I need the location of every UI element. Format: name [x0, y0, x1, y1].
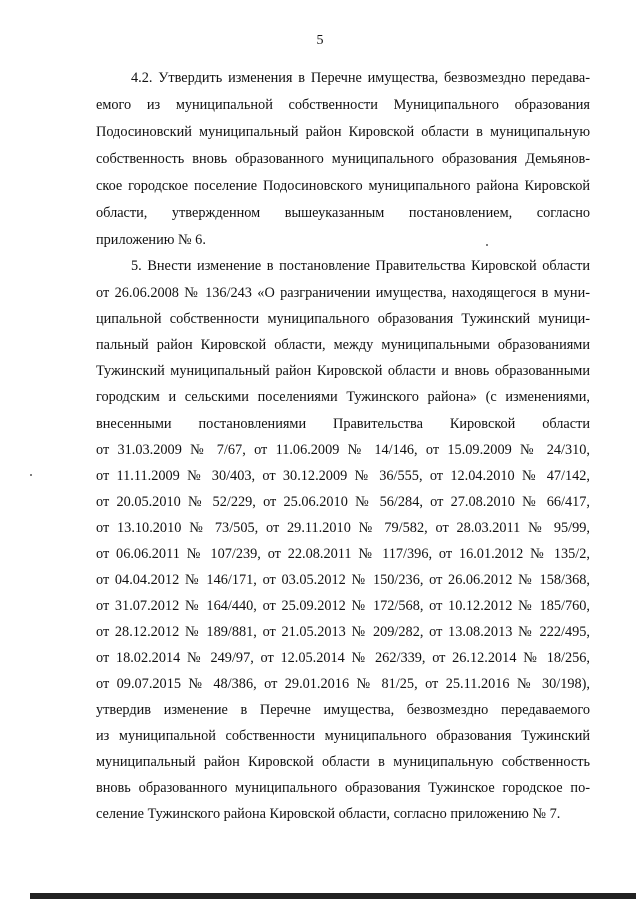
text-line: от 11.11.2009 № 30/403, от 30.12.2009 № 36/555, от 12.04.2010 № 47/142, [96, 468, 590, 484]
text-line: от 28.12.2012 № 189/881, от 21.05.2013 № 209/282, от 13.08.2013 № 222/495, [96, 624, 590, 640]
text-line: от 20.05.2010 № 52/229, от 25.06.2010 № 56/284, от 27.08.2010 № 66/417, [96, 494, 590, 510]
text-line: приложению № 6. [96, 232, 206, 248]
text-line: от 06.06.2011 № 107/239, от 22.08.2011 № 117/396, от 16.01.2012 № 135/2, [96, 546, 590, 562]
text-line: муниципальный район Кировской области в муниципальную собственность [96, 754, 590, 770]
footer-rule [30, 893, 636, 899]
scan-speck [30, 474, 32, 476]
text-line: утвердив изменение в Перечне имущества, безвозмездно передаваемого [96, 702, 590, 718]
text-line: от 13.10.2010 № 73/505, от 29.11.2010 № 79/582, от 28.03.2011 № 95/99, [96, 520, 590, 536]
text-line: вновь образованного муниципального образования Тужинское городское по- [96, 780, 590, 796]
text-line: собственность вновь образованного муниципального образования Демьянов- [96, 151, 590, 167]
text-line: пальный район Кировской области, между муниципальными образованиями [96, 337, 590, 353]
text-line: от 09.07.2015 № 48/386, от 29.01.2016 № 81/25, от 25.11.2016 № 30/198), [96, 676, 590, 692]
text-line: Подосиновский муниципальный район Кировской области в муниципальную [96, 124, 590, 140]
text-line: области, утвержденном вышеуказанным постановлением, согласно [96, 205, 590, 221]
text-line: 4.2. Утвердить изменения в Перечне имущества, безвозмездно передава- [131, 70, 590, 86]
text-line: ское городское поселение Подосиновского муниципального района Кировской [96, 178, 590, 194]
text-line: Тужинский муниципальный район Кировской области и вновь образованными [96, 363, 590, 379]
text-line: 5. Внести изменение в постановление Правительства Кировской области [131, 258, 590, 274]
text-line: селение Тужинского района Кировской области, согласно приложению № 7. [96, 806, 561, 822]
scan-speck [486, 244, 488, 246]
text-line: от 31.07.2012 № 164/440, от 25.09.2012 № 172/568, от 10.12.2012 № 185/760, [96, 598, 590, 614]
text-line: от 26.06.2008 № 136/243 «О разграничении имущества, находящегося в муни- [96, 285, 590, 301]
text-line: емого из муниципальной собственности Муниципального образования [96, 97, 590, 113]
text-line: из муниципальной собственности муниципального образования Тужинский [96, 728, 590, 744]
text-line: городским и сельскими поселениями Тужинского района» (с изменениями, [96, 389, 590, 405]
text-line: от 18.02.2014 № 249/97, от 12.05.2014 № 262/339, от 26.12.2014 № 18/256, [96, 650, 590, 666]
text-line: от 04.04.2012 № 146/171, от 03.05.2012 № 150/236, от 26.06.2012 № 158/368, [96, 572, 590, 588]
text-line: ципальной собственности муниципального образования Тужинский муници- [96, 311, 590, 327]
page-number: 5 [316, 33, 324, 48]
text-line: внесенными постановлениями Правительства Кировской области [96, 416, 590, 432]
text-line: от 31.03.2009 № 7/67, от 11.06.2009 № 14/146, от 15.09.2009 № 24/310, [96, 442, 590, 458]
